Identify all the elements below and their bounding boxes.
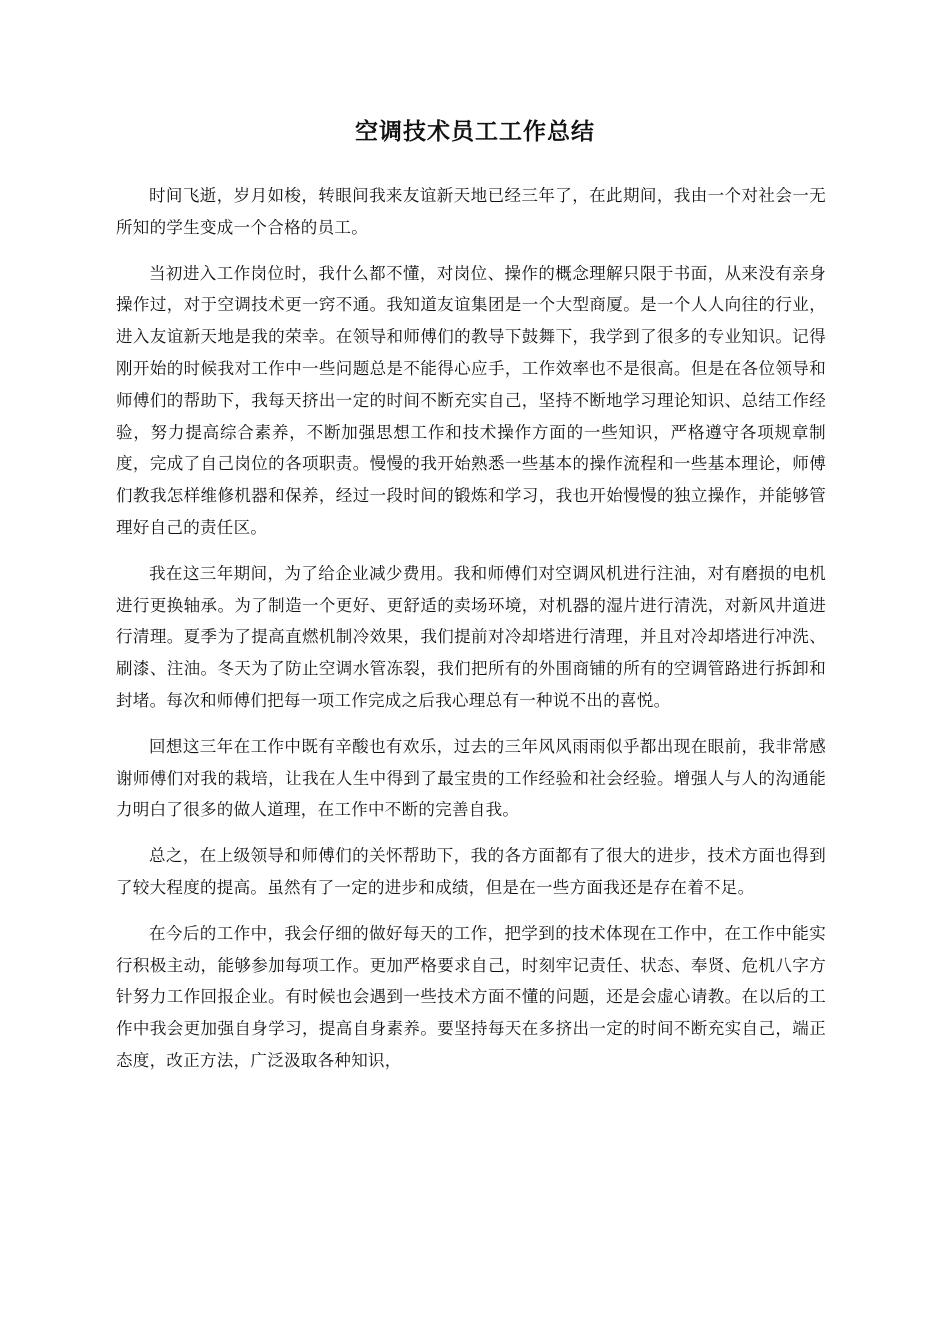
paragraph-5: 总之，在上级领导和师傅们的关怀帮助下，我的各方面都有了很大的进步，技术方面也得到了较大程度的提高。虽然有了一定的进步和成绩，但是在一些方面我还是存在着不足。 <box>116 846 826 897</box>
paragraph-4: 回想这三年在工作中既有辛酸也有欢乐，过去的三年风风雨雨似乎都出现在眼前，我非常感谢师傅们对我的栽培，让我在人生中得到了最宝贵的工作经验和社会经验。增强人与人的沟通能力明白了很多的做人道理，在工作中不断的完善自我。 <box>116 736 826 820</box>
paragraph-6: 在今后的工作中，我会仔细的做好每天的工作，把学到的技术体现在工作中，在工作中能实行积极主动，能够参加每项工作。更加严格要求自己，时刻牢记责任、状态、奉贤、危机八字方针努力工作回报企业。有时候也会遇到一些技术方面不懂的问题，还是会虚心请教。在以后的工作中我会更加强自身学习，提高自身素养。要坚持每天在多挤出一定的时间不断充实自己，端正态度，改正方法，广泛汲取各种知识， <box>116 923 826 1070</box>
paragraph-2: 当初进入工作岗位时，我什么都不懂，对岗位、操作的概念理解只限于书面，从来没有亲身操作过，对于空调技术更一窍不通。我知道友谊集团是一个大型商厦。是一个人人向往的行业，进入友谊新天地是我的荣幸。在领导和师傅们的教导下鼓舞下，我学到了很多的专业知识。记得刚开始的时候我对工作中一些问题总是不能得心应手，工作效率也不是很高。但是在各位领导和师傅们的帮助下，我每天挤出一定的时间不断充实自己，坚持不断地学习理论知识、总结工作经验，努力提高综合素养，不断加强思想工作和技术操作方面的一些知识，严格遵守各项规章制度，完成了自己岗位的各项职责。慢慢的我开始熟悉一些基本的操作流程和一些基本理论，师傅们教我怎样维修机器和保养，经过一段时间的锻炼和学习，我也开始慢慢的独立操作，并能够管理好自己的责任区。 <box>116 263 826 537</box>
paragraph-3: 我在这三年期间，为了给企业减少费用。我和师傅们对空调风机进行注油，对有磨损的电机进行更换轴承。为了制造一个更好、更舒适的卖场环境，对机器的湿片进行清洗，对新风井道进行清理。夏季为了提高直燃机制冷效果，我们提前对冷却塔进行清理，并且对冷却塔进行冲洗、刷漆、注油。冬天为了防止空调水管冻裂，我们把所有的外围商铺的所有的空调管路进行拆卸和封堵。每次和师傅们把每一项工作完成之后我心理总有一种说不出的喜悦。 <box>116 563 826 710</box>
document-body <box>116 180 826 1091</box>
document-title: 空调技术员工工作总结 <box>355 119 595 145</box>
paragraph-1: 时间飞逝，岁月如梭，转眼间我来友谊新天地已经三年了，在此期间，我由一个对社会一无所知的学生变成一个合格的员工。 <box>116 186 826 237</box>
